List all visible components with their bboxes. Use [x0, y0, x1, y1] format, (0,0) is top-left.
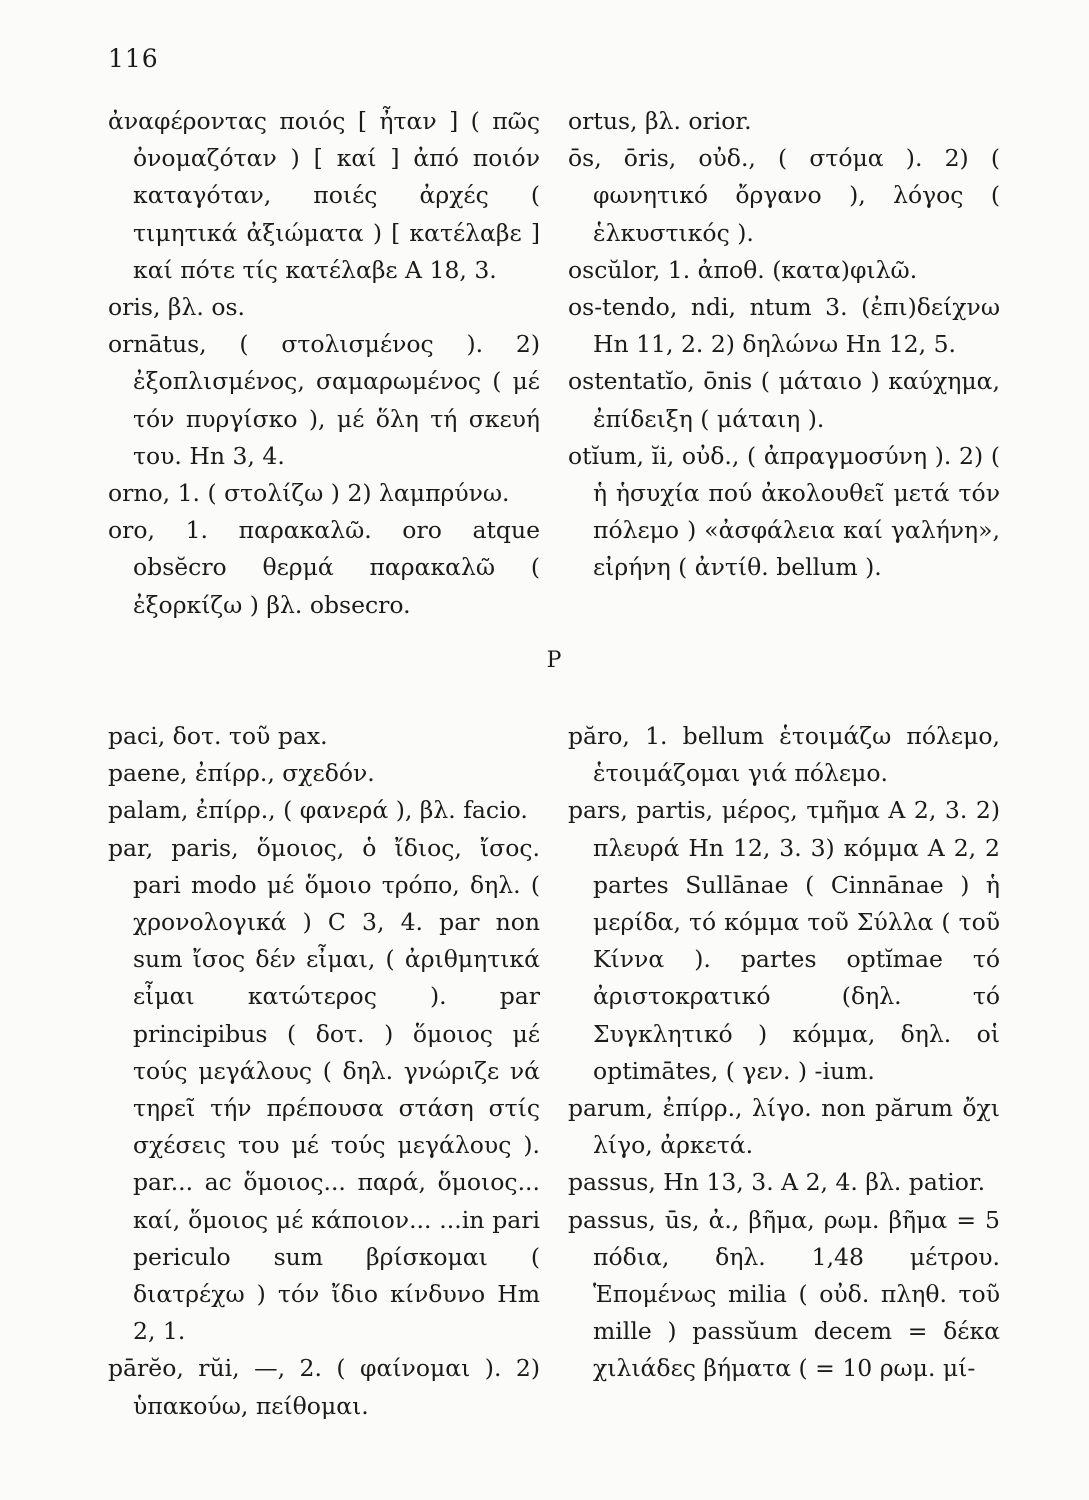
dictionary-entry: passus, Hn 13, 3. A 2, 4. βλ. patior. [568, 1168, 986, 1197]
dictionary-entry: parum, ἐπίρρ., λίγο. non părum ὄχι λίγο, ἀρκετά. [568, 1094, 1000, 1160]
dictionary-entry: oscŭlor, 1. ἀποθ. (κατα)φιλῶ. [568, 255, 918, 284]
dictionary-entry: paci, δοτ. τοῦ pax. [108, 722, 328, 750]
dictionary-entry: oris, βλ. os. [108, 293, 245, 322]
dictionary-entry: ἀναφέροντας ποιός [ ἦταν ] ( πῶς ὀνομαζόταν ) [ καί ] ἀπό ποιόν καταγόταν, ποιές ἀρχές ( τιμητικά ἀξιώματα ) [ κατέλαβε ] καί πότε τίς κατέλαβε A 18, 3. [108, 107, 540, 284]
top-left-column [108, 103, 540, 624]
dictionary-entry: pars, partis, μέρος, τμῆμα A 2, 3. 2) πλευρά Hn 12, 3. 3) κόμμα A 2, 2 partes Sullānae ( Cinnānae ) ἡ μερίδα, τό κόμμα τοῦ Σύλλα ( τοῦ Κίννα ). partes optĭmae τό ἀριστοκρατικό (δηλ. τό Συγκλητικό ) κόμμα, δηλ. οἱ optimātes, ( γεν. ) -ium. [568, 796, 1000, 1085]
dictionary-entry: pārĕo, rŭi, —, 2. ( φαίνομαι ). 2) ὑπακούω, πείθομαι. [108, 1354, 540, 1420]
dictionary-entry: ortus, βλ. orior. [568, 107, 752, 135]
page-number: 116 [108, 44, 159, 73]
top-right-column [568, 103, 1000, 587]
dictionary-entry: paene, ἐπίρρ., σχεδόν. [108, 759, 375, 788]
dictionary-entry: ornātus, ( στολισμένος ). 2) ἐξοπλισμένος, σαμαρωμένος ( μέ τόν πυργίσκο ), μέ ὅλη τή σκευή του. Hn 3, 4. [108, 330, 540, 470]
dictionary-entry: par, paris, ὅμοιος, ὁ ἴδιος, ἴσος. pari modo μέ ὅμοιο τρόπο, δηλ. ( χρονολογικά ) C 3, 4. par non sum ἴσος δέν εἶμαι, ( ἀριθμητικά εἶμαι κατώτερος ). par principibus ( δοτ. ) ὅμοιος μέ τούς μεγάλους ( δηλ. γνώριζε νά τηρεῖ τήν πρέπουσα στάση στίς σχέσεις του μέ τούς μεγάλους ). par... ac ὅμοιος... παρά, ὅμοιος... καί, ὅμοιος μέ κάποιον... ...in pari periculo sum βρίσκομαι ( διατρέχω ) τόν ἴδιο κίνδυνο Hm 2, 1. [108, 833, 540, 1346]
dictionary-entry: otĭum, ĭi, οὐδ., ( ἀπραγμοσύνη ). 2) ( ἡ ἡσυχία πού ἀκολουθεῖ μετά τόν πόλεμο ) «ἀσφάλεια καί γαλήνη», εἰρήνη ( ἀντίθ. bellum ). [568, 441, 1000, 582]
dictionary-entry: ostentatĭo, ōnis ( μάταιο ) καύχημα, ἐπίδειξη ( μάταιη ). [568, 367, 1000, 433]
dictionary-entry: oro, 1. παρακαλῶ. oro atque obsĕcro θερμά παρακαλῶ ( ἐξορκίζω ) βλ. obsecro. [108, 516, 540, 619]
dictionary-entry: palam, ἐπίρρ., ( φανερά ), βλ. facio. [108, 796, 528, 825]
dictionary-entry: orno, 1. ( στολίζω ) 2) λαμπρύνω. [108, 479, 510, 508]
dictionary-entry: passus, ūs, ἀ., βῆμα, ρωμ. βῆμα = 5 πόδια, δηλ. 1,48 μέτρου. Ἑπομένως milia ( οὐδ. πληθ. τοῦ mille ) passŭum decem = δέκα χιλιάδες βήματα ( = 10 ρωμ. μί- [568, 1205, 1000, 1383]
bottom-left-column [108, 718, 540, 1425]
dictionary-entry: păro, 1. bellum ἑτοιμάζω πόλεμο, ἑτοιμάζομαι γιά πόλεμο. [568, 722, 1000, 788]
section-letter: P [546, 648, 562, 673]
dictionary-entry: os-tendo, ndi, ntum 3. (ἐπι)δείχνω Hn 11, 2. 2) δηλώνω Hn 12, 5. [568, 293, 1000, 359]
bottom-right-column [568, 718, 1000, 1388]
dictionary-entry: ōs, ōris, οὐδ., ( στόμα ). 2) ( φωνητικό ὄργανο ), λόγος ( ἑλκυστικός ). [568, 144, 1000, 247]
